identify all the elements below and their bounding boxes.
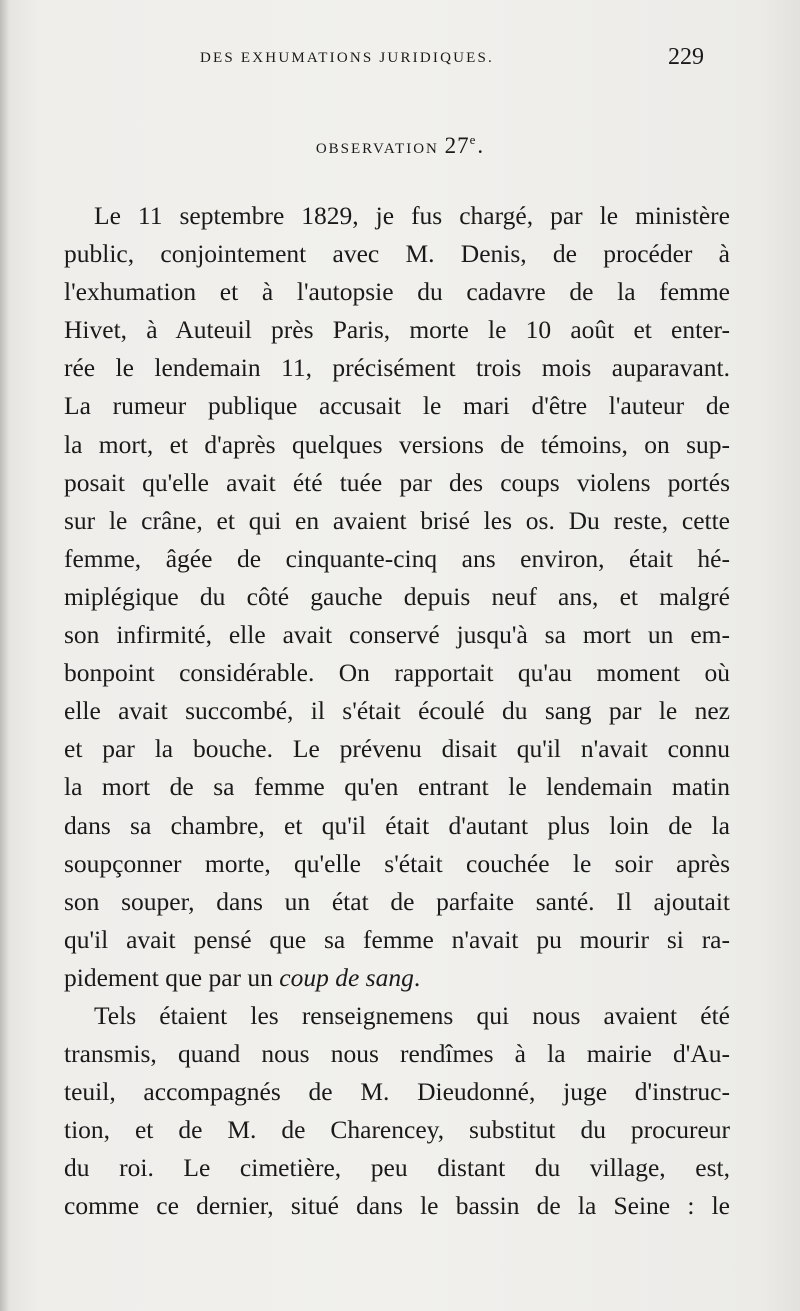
text-line: Tels étaient les renseignemens qui nous avaient été	[94, 1000, 730, 1030]
text-line: la mort de sa femme qu'en entrant le lendemain matin	[64, 772, 730, 802]
text-line: son souper, dans un état de parfaite santé. Il ajoutait	[64, 886, 730, 916]
page-number: 229	[668, 44, 704, 70]
text-line: dans sa chambre, et qu'il était d'autant plus loin de la	[64, 810, 730, 840]
text-line: comme ce dernier, situé dans le bassin de la Seine : le	[64, 1191, 730, 1221]
running-title: DES EXHUMATIONS JURIDIQUES.	[200, 50, 494, 66]
text-line: son infirmité, elle avait conservé jusqu'à sa mort un em-	[64, 620, 730, 650]
text-line: du roi. Le cimetière, peu distant du village, est,	[64, 1153, 730, 1183]
text-line: posait qu'elle avait été tuée par des coups violens portés	[64, 467, 730, 497]
text-line: sur le crâne, et qui en avaient brisé les os. Du reste, cette	[64, 505, 730, 535]
text-line: et par la bouche. Le prévenu disait qu'il n'avait connu	[64, 734, 730, 764]
page-gutter-shadow	[0, 0, 10, 1311]
last-line-end: .	[413, 962, 421, 992]
text-line: soupçonner morte, qu'elle s'était couchée le soir après	[64, 848, 730, 878]
text-line-last	[64, 959, 730, 997]
last-line-start: pidement que par un	[64, 962, 280, 992]
section-title-suffix: e	[469, 132, 478, 147]
italic-phrase: coup de sang	[279, 962, 414, 992]
text-line: tion, et de M. de Charencey, substitut du procureur	[64, 1115, 730, 1145]
text-line: bonpoint considérable. On rapportait qu'au moment où	[64, 658, 730, 688]
text-line: teuil, accompagnés de M. Dieudonné, juge d'instruc-	[64, 1077, 730, 1107]
paragraph-1	[64, 197, 730, 997]
section-title-end: .	[477, 133, 485, 158]
text-line: femme, âgée de cinquante-cinq ans environ, était hé-	[64, 543, 730, 573]
text-line: miplégique du côté gauche depuis neuf ans, et malgré	[64, 581, 730, 611]
text-line: transmis, quand nous nous rendîmes à la mairie d'Au-	[64, 1039, 730, 1069]
section-title	[0, 132, 800, 159]
text-line: qu'il avait pensé que sa femme n'avait pu mourir si ra-	[64, 924, 730, 954]
text-line: elle avait succombé, il s'était écoulé du sang par le nez	[64, 696, 730, 726]
text-line: La rumeur publique accusait le mari d'être l'auteur de	[64, 391, 730, 421]
text-line: Le 11 septembre 1829, je fus chargé, par le ministère	[94, 201, 730, 230]
paragraph-2	[64, 997, 730, 1226]
text-line: la mort, et d'après quelques versions de témoins, on sup-	[64, 429, 730, 459]
page-header	[0, 44, 800, 78]
text-line: l'exhumation et à l'autopsie du cadavre de la femme	[64, 277, 730, 307]
section-title-word: OBSERVATION	[315, 141, 439, 157]
text-line: Hivet, à Auteuil près Paris, morte le 10 août et enter-	[64, 315, 730, 345]
text-line: rée le lendemain 11, précisément trois mois auparavant.	[64, 353, 730, 383]
text-line: public, conjointement avec M. Denis, de procéder à	[64, 239, 730, 269]
section-title-number: 27	[444, 133, 470, 158]
body-text	[64, 197, 730, 1226]
